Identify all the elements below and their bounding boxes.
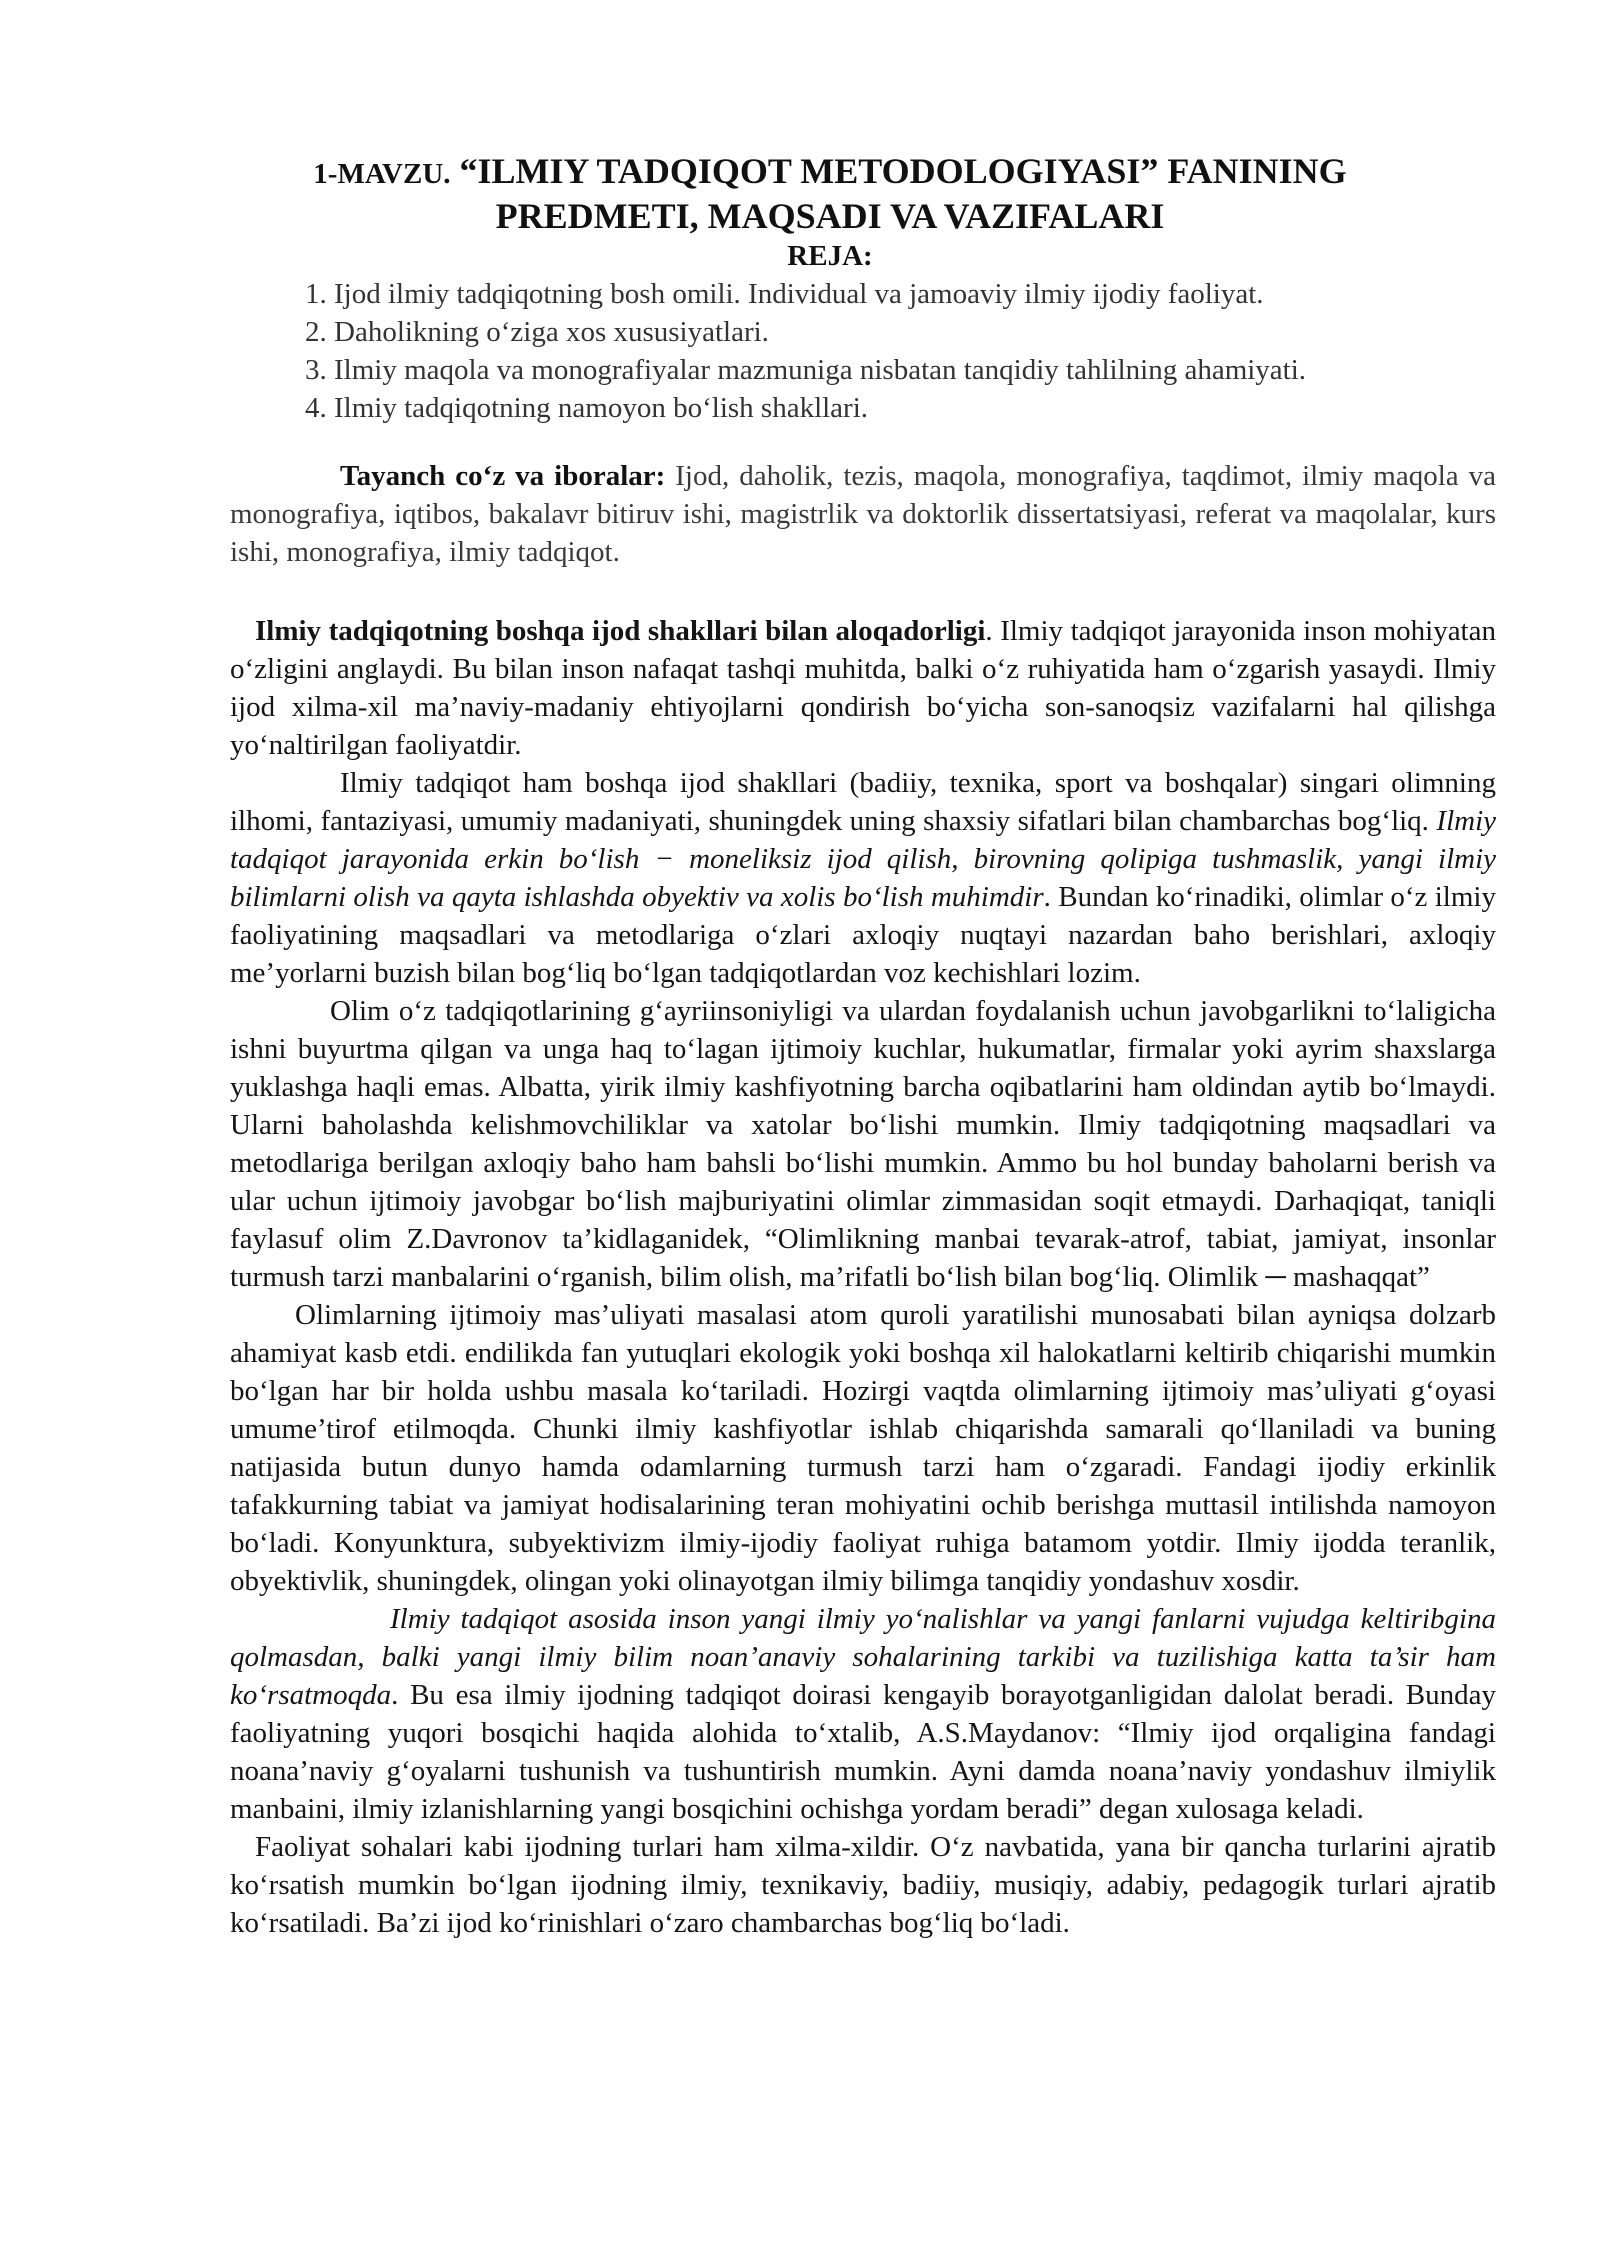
plan-item: 2. Daholikning o‘ziga xos xususiyatlari. <box>305 316 769 348</box>
section-heading: Ilmiy tadqiqotning boshqa ijod shakllari bilan aloqadorligi <box>255 615 986 647</box>
paragraph-5 <box>230 1600 1496 1828</box>
title-prefix: 1-MAVZU. <box>313 158 451 190</box>
paragraph-2 <box>230 764 1496 992</box>
title-line-2: PREDMETI, MAQSADI VA VAZIFALARI <box>495 196 1165 236</box>
paragraph-6: Faoliyat sohalari kabi ijodning turlari ham xilma-xildir. O‘z navbatida, yana bir qancha turlarini ajratib ko‘rsatish mumkin bo‘lgan ijodning ilmiy, texnikaviy, badiiy, musiqiy, adabiy, pedagogik turlari ajratib ko‘rsatiladi. Ba’zi ijod ko‘rinishlari o‘zaro chambarchas bog‘liq bo‘ladi. <box>230 1831 1496 1939</box>
keywords-text: Ijod, daholik, tezis, maqola, monografiya, taqdimot, ilmiy maqola va monografiya, iqtibos, bakalavr bitiruv ishi, magistrlik va doktorlik dissertatsiyasi, referat va maqolalar, kurs ishi, monografiya, ilmiy tadqiqot. <box>230 460 1496 568</box>
paragraph-4: Olimlarning ijtimoiy mas’uliyati masalasi atom quroli yaratilishi munosabati bilan ayniqsa dolzarb ahamiyat kasb etdi. endilikda fan yutuqlari ekologik yoki boshqa xil halokatlarni keltirib chiqarishi mumkin bo‘lgan har bir holda ushbu masala ko‘tariladi. Hozirgi vaqtda olimlarning ijtimoiy mas’uliyati g‘oyasi umume’tirof etilmoqda. Chunki ilmiy kashfiyotlar ishlab chiqarishda samarali qo‘llaniladi va buning natijasida butun dunyo hamda odamlarning turmush tarzi ham o‘zgaradi. Fandagi ijodiy erkinlik tafakkurning tabiat va jamiyat hodisalarining teran mohiyatini ochib berishga muttasil intilishda namoyon bo‘ladi. Konyunktura, subyektivizm ilmiy-ijodiy faoliyat ruhiga batamom yotdir. Ilmiy ijodda teranlik, obyektivlik, shuningdek, olingan yoki olinayotgan ilmiy bilimga tanqidiy yondashuv xosdir. <box>230 1299 1496 1597</box>
plan-item: 3. Ilmiy maqola va monografiyalar mazmuniga nisbatan tanqidiy tahlilning ahamiyati. <box>305 354 1307 386</box>
keywords-paragraph <box>230 457 1496 571</box>
paragraph-2-text-a: Ilmiy tadqiqot ham boshqa ijod shakllari (badiiy, texnika, sport va boshqalar) singari olimning ilhomi, fantaziyasi, umumiy madaniyati, shuningdek uning shaxsiy sifatlari bilan chambarchas bog‘liq. <box>230 767 1496 837</box>
plan-heading: REJA: <box>787 240 873 272</box>
plan-item: 1. Ijod ilmiy tadqiqotning bosh omili. Individual va jamoaviy ilmiy ijodiy faoliyat. <box>305 278 1264 310</box>
page-title <box>230 150 1430 237</box>
title-line-1 <box>230 150 1430 195</box>
plan-list <box>305 275 1306 427</box>
paragraph-5-text: . Bu esa ilmiy ijodning tadqiqot doirasi kengayib borayotganligidan dalolat beradi. Bunday faoliyatning yuqori bosqichi haqida alohida to‘xtalib, A.S.Maydanov: “Ilmiy ijod orqaligina fandagi noana’naviy g‘oyalarni tushunish va tushuntirish mumkin. Ayni damda noana’naviy yondashuv ilmiylik manbaini, ilmiy izlanishlarning yangi bosqichini ochishga yordam beradi” degan xulosaga keladi. <box>230 1679 1496 1825</box>
paragraph-1-text: . Ilmiy tadqiqot jarayonida inson mohiyatan o‘zligini anglaydi. Bu bilan inson nafaqat tashqi muhitda, balki o‘z ruhiyatida ham o‘zgarish yasaydi. Ilmiy ijod xilma-xil ma’naviy-madaniy ehtiyojlarni qondirish bo‘yicha son-sanoqsiz vazifalarni hal qilishga yo‘naltirilgan faoliyatdir. <box>230 615 1496 761</box>
paragraph-1 <box>230 612 1496 764</box>
keywords-label: Tayanch co‘z va iboralar: <box>340 460 666 492</box>
plan-item: 4. Ilmiy tadqiqotning namoyon bo‘lish shakllari. <box>305 392 869 424</box>
paragraph-2-text-b: . Bundan ko‘rinadiki, olimlar o‘z ilmiy faoliyatining maqsadlari va metodlariga o‘zlari axloqiy nuqtayi nazardan baho berishlari, axloqiy me’yorlarni buzish bilan bog‘liq bo‘lgan tadqiqotlardan voz kechishlari lozim. <box>230 881 1496 989</box>
paragraph-3: Olim o‘z tadqiqotlarining g‘ayriinsoniyligi va ulardan foydalanish uchun javobgarlikni to‘laligicha ishni buyurtma qilgan va unga haq to‘lagan ijtimoiy kuchlar, hukumatlar, firmalar yoki ayrim shaxslarga yuklashga haqli emas. Albatta, yirik ilmiy kashfiyotning barcha oqibatlarini ham oldindan aytib bo‘lmaydi. Ularni baholashda kelishmovchiliklar va xatolar bo‘lishi mumkin. Ilmiy tadqiqotning maqsadlari va metodlariga berilgan axloqiy baho ham bahsli bo‘lishi mumkin. Ammo bu hol bunday baholarni berish va ular uchun ijtimoiy javobgar bo‘lish majburiyatini olimlar zimmasidan soqit etmaydi. Darhaqiqat, taniqli faylasuf olim Z.Davronov ta’kidlaganidek, “Olimlikning manbai tevarak-atrof, tabiat, jamiyat, insonlar turmush tarzi manbalarini o‘rganish, bilim olish, ma’rifatli bo‘lish bilan bog‘liq. Olimlik ─ mashaqqat” <box>230 995 1496 1293</box>
paragraph-5-italic: Ilmiy tadqiqot asosida inson yangi ilmiy yo‘nalishlar va yangi fanlarni vujudga keltiribgina qolmasdan, balki yangi ilmiy bilim noan’anaviy sohalarining tarkibi va tuzilishiga katta ta’sir ham ko‘rsatmoqda <box>230 1603 1496 1711</box>
body-text <box>230 612 1496 1942</box>
paragraph-2-italic: Ilmiy tadqiqot jarayonida erkin bo‘lish − moneliksiz ijod qilish, birovning qolipiga tushmaslik, yangi ilmiy bilimlarni olish va qayta ishlashda obyektiv va xolis bo‘lish muhimdir <box>230 805 1496 913</box>
title-line-1-text: “ILMIY TADQIQOT METODOLOGIYASI” FANINING <box>459 151 1347 191</box>
